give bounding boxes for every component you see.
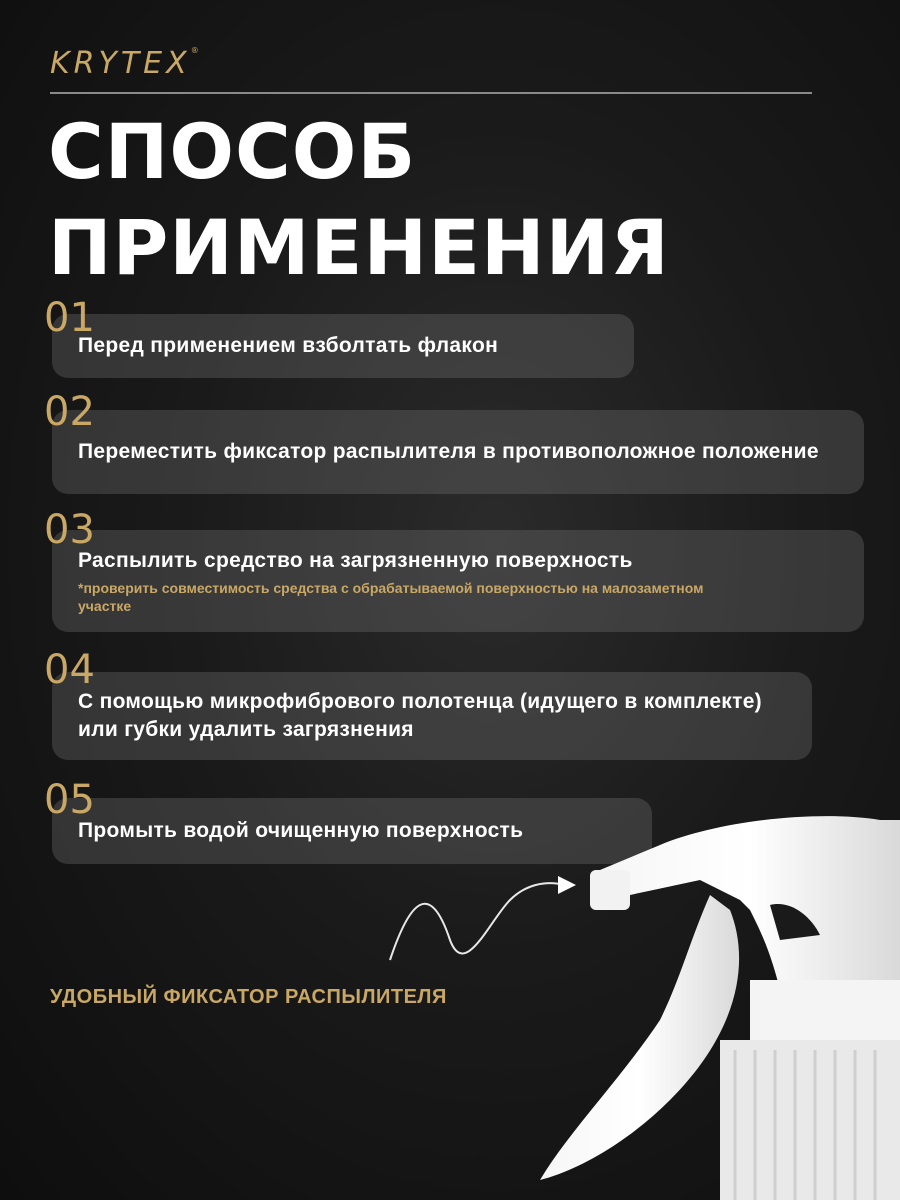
step-note: *проверить совместимость средства с обрабатываемой поверхностью на малозаметном участке (78, 580, 704, 614)
step-pill (52, 530, 864, 632)
step-text: Перед применением взболтать флакон (78, 334, 499, 357)
step-text: Переместить фиксатор распылителя в противоположное положение (78, 440, 819, 463)
registered-mark: ® (190, 46, 199, 55)
header-divider (50, 92, 812, 94)
title-line-2: ПРИМЕНЕНИЯ (48, 203, 670, 292)
title-line-1: СПОСОБ (48, 107, 417, 196)
caption: УДОБНЫЙ ФИКСАТОР РАСПЫЛИТЕЛЯ (50, 986, 447, 1008)
step-text: Промыть водой очищенную поверхность (78, 819, 524, 842)
page-title (48, 104, 670, 296)
step-pill (52, 672, 812, 760)
step-pill (52, 314, 634, 378)
step-pill (52, 410, 864, 494)
step-number: 04 (44, 647, 95, 693)
step-number: 01 (44, 295, 95, 341)
step-number: 02 (44, 389, 95, 435)
brand-logo-text: KRYTEX (50, 46, 191, 81)
step-number: 03 (44, 507, 95, 553)
spray-trigger-image (520, 800, 900, 1200)
brand-logo (50, 46, 199, 81)
step-text: С помощью микрофибрового полотенца (идущего в комплекте) или губки удалить загрязнения (78, 690, 762, 741)
step-text: Распылить средство на загрязненную поверхность (78, 549, 633, 572)
step-number: 05 (44, 777, 95, 823)
